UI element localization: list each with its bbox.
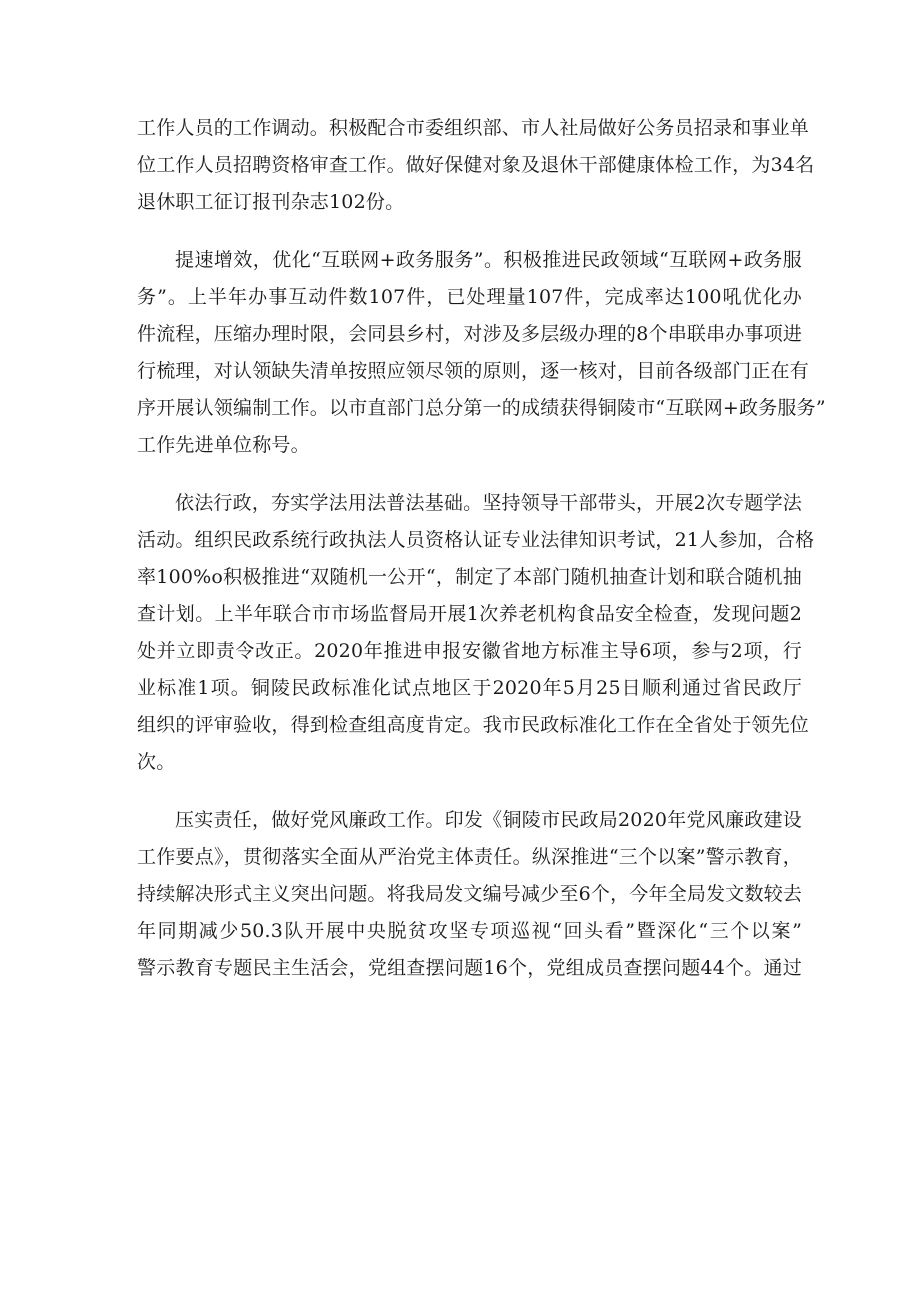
paragraph-personnel <box>137 110 815 221</box>
text-line: 压实责任，做好党风廉政工作。印发《铜陵市民政局2020年党风廉政建设 <box>175 809 802 831</box>
text-line: 工作要点》，贯彻落实全面从严治党主体责任。纵深推进“三个以案”警示教育， <box>137 846 802 868</box>
text-line: 次。 <box>137 751 176 773</box>
paragraph-internet-services <box>137 242 826 464</box>
text-line: 持续解决形式主义突出问题。将我局发文编号减少至6个，今年全局发文数较去 <box>137 883 803 905</box>
text-line: 依法行政，夯实学法用法普法基础。坚持领导干部带头，开展2次专题学法 <box>175 492 802 514</box>
text-line: 务”。上半年办事互动件数107件，已处理量107件，完成率达100吼优化办 <box>137 286 802 308</box>
text-line: 年同期减少50.3队开展中央脱贫攻坚专项巡视“回头看”暨深化“三个以案” <box>137 920 802 942</box>
text-line: 提速增效，优化“互联网+政务服务”。积极推进民政领域“互联网+政务服 <box>175 249 802 271</box>
text-line: 处并立即责令改正。2020年推进申报安徽省地方标准主导6项，参与2项，行 <box>137 640 802 662</box>
text-line: 业标准1项。铜陵民政标准化试点地区于2020年5月25日顺利通过省民政厅 <box>137 677 802 699</box>
text-line: 行梳理，对认领缺失清单按照应领尽领的原则，逐一核对，目前各级部门正在有 <box>137 360 810 382</box>
paragraph-rule-of-law <box>137 485 815 781</box>
text-line: 件流程，压缩办理时限，会同县乡村，对涉及多层级办理的8个串联串办事项进 <box>137 323 803 345</box>
text-line: 工作先进单位称号。 <box>137 434 310 456</box>
text-line: 组织的评审验收，得到检查组高度肯定。我市民政标准化工作在全省处于领先位 <box>137 714 810 736</box>
text-line: 警示教育专题民主生活会，党组查摆问题16个，党组成员查摆问题44个。通过 <box>137 957 802 979</box>
text-line: 工作人员的工作调动。积极配合市委组织部、市人社局做好公务员招录和事业单 <box>137 117 810 139</box>
text-line: 查计划。上半年联合市市场监督局开展1次养老机构食品安全检查，发现问题2 <box>137 603 802 625</box>
text-line: 位工作人员招聘资格审查工作。做好保健对象及退休干部健康体检工作，为34名 <box>137 154 815 176</box>
paragraph-integrity <box>137 802 802 987</box>
text-line: 活动。组织民政系统行政执法人员资格认证专业法律知识考试，21人参加，合格 <box>137 529 815 551</box>
text-line: 率100%o积极推进“双随机一公开“，制定了本部门随机抽查计划和联合随机抽 <box>137 566 802 588</box>
text-line: 序开展认领编制工作。以市直部门总分第一的成绩获得铜陵市“互联网+政务服务” <box>137 397 826 419</box>
text-line: 退休职工征订报刊杂志102份。 <box>137 191 405 213</box>
